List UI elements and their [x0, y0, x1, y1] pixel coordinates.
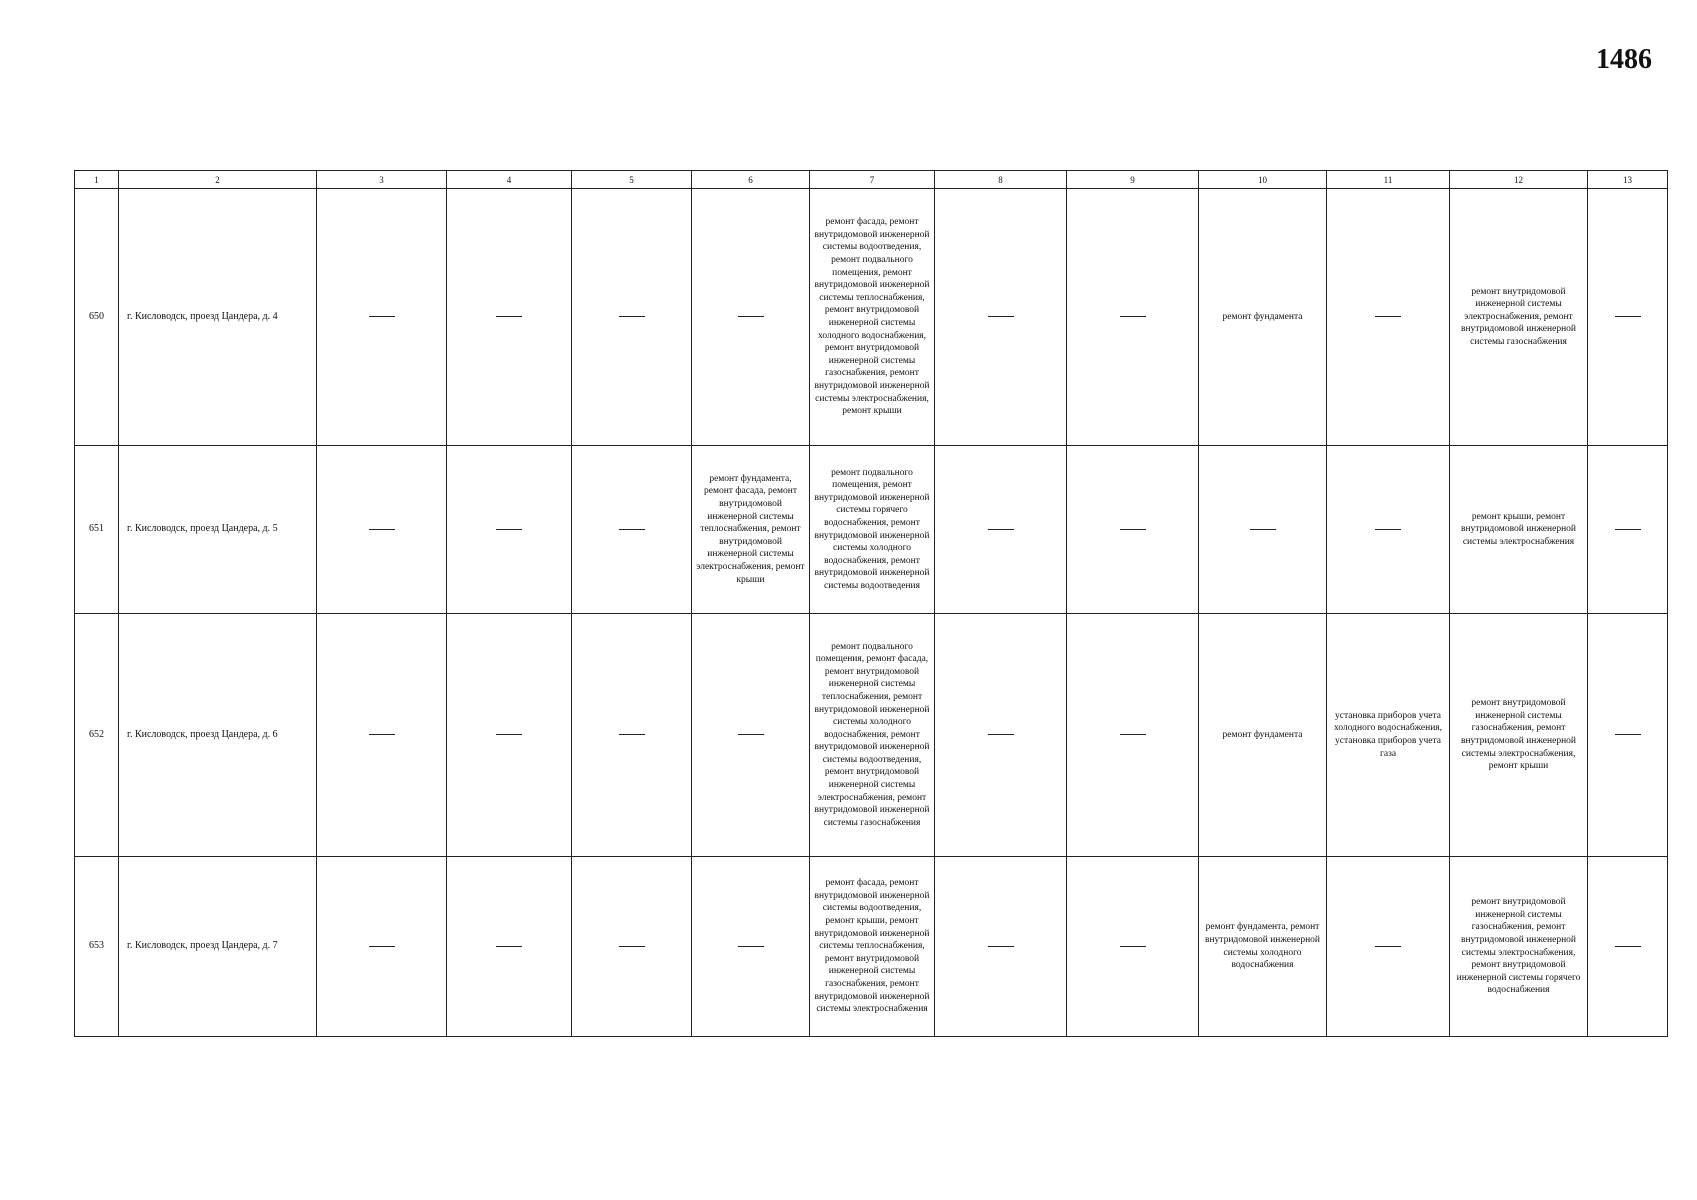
table-cell [1067, 446, 1199, 614]
table-cell [572, 446, 692, 614]
work-schedule-table [74, 170, 1668, 1037]
dash-mark [1120, 946, 1146, 947]
dash-mark [988, 734, 1014, 735]
dash-mark [1375, 529, 1401, 530]
dash-mark [619, 529, 645, 530]
table-cell [1588, 446, 1668, 614]
dash-mark [1375, 946, 1401, 947]
table-cell [317, 189, 447, 446]
table-cell: ремонт фасада, ремонт внутридомовой инженерной системы водоотведения, ремонт подвального помещения, ремонт внутридомовой инженерной системы теплоснабжения, ремонт внутридомовой инженерной системы холодного водоснабжения, ремонт внутридомовой инженерной системы газоснабжения, ремонт внутридомовой инженерной системы электроснабжения, ремонт крыши [810, 189, 935, 446]
table-cell [317, 857, 447, 1037]
table-cell [692, 857, 810, 1037]
table-cell: ремонт фундамента, ремонт внутридомовой инженерной системы холодного водоснабжения [1199, 857, 1327, 1037]
table-cell [935, 857, 1067, 1037]
table-cell: ремонт подвального помещения, ремонт внутридомовой инженерной системы горячего водоснабжения, ремонт внутридомовой инженерной системы холодного водоснабжения, ремонт внутридомовой инженерной системы водоотведения [810, 446, 935, 614]
row-number: 653 [75, 857, 119, 1037]
table-cell: ремонт внутридомовой инженерной системы газоснабжения, ремонт внутридомовой инженерной системы электроснабжения, ремонт крыши [1450, 614, 1588, 857]
table-cell: ремонт внутридомовой инженерной системы электроснабжения, ремонт внутридомовой инженерной системы газоснабжения [1450, 189, 1588, 446]
table-cell [935, 189, 1067, 446]
table-cell [1067, 189, 1199, 446]
table-row [75, 189, 1668, 446]
dash-mark [1120, 734, 1146, 735]
column-header: 5 [572, 171, 692, 189]
dash-mark [496, 529, 522, 530]
dash-mark [1250, 529, 1276, 530]
row-number: 650 [75, 189, 119, 446]
table-cell: ремонт внутридомовой инженерной системы газоснабжения, ремонт внутридомовой инженерной системы электроснабжения, ремонт внутридомовой инженерной системы горячего водоснабжения [1450, 857, 1588, 1037]
table-cell [1199, 446, 1327, 614]
column-header: 3 [317, 171, 447, 189]
table-cell [447, 446, 572, 614]
dash-mark [738, 946, 764, 947]
dash-mark [1120, 316, 1146, 317]
dash-mark [1615, 529, 1641, 530]
row-number: 652 [75, 614, 119, 857]
table-cell [1067, 614, 1199, 857]
dash-mark [496, 734, 522, 735]
dash-mark [496, 316, 522, 317]
dash-mark [619, 316, 645, 317]
dash-mark [369, 316, 395, 317]
page-number: 1486 [1596, 44, 1652, 75]
address-cell: г. Кисловодск, проезд Цандера, д. 4 [119, 189, 317, 446]
table-cell [1327, 189, 1450, 446]
dash-mark [1375, 316, 1401, 317]
column-header: 7 [810, 171, 935, 189]
dash-mark [496, 946, 522, 947]
dash-mark [1615, 734, 1641, 735]
address-cell: г. Кисловодск, проезд Цандера, д. 7 [119, 857, 317, 1037]
address-cell: г. Кисловодск, проезд Цандера, д. 6 [119, 614, 317, 857]
table-cell [572, 857, 692, 1037]
column-header: 12 [1450, 171, 1588, 189]
dash-mark [1615, 946, 1641, 947]
table-cell: ремонт фундамента [1199, 614, 1327, 857]
column-header: 11 [1327, 171, 1450, 189]
table-cell [317, 446, 447, 614]
table-cell: ремонт фундамента, ремонт фасада, ремонт внутридомовой инженерной системы теплоснабжения, ремонт внутридомовой инженерной системы электроснабжения, ремонт крыши [692, 446, 810, 614]
address-cell: г. Кисловодск, проезд Цандера, д. 5 [119, 446, 317, 614]
table-cell [317, 614, 447, 857]
table-cell: ремонт крыши, ремонт внутридомовой инженерной системы электроснабжения [1450, 446, 1588, 614]
dash-mark [1120, 529, 1146, 530]
table-row [75, 857, 1668, 1037]
table-row [75, 446, 1668, 614]
dash-mark [988, 529, 1014, 530]
table-cell: установка приборов учета холодного водоснабжения, установка приборов учета газа [1327, 614, 1450, 857]
table-cell [572, 614, 692, 857]
column-header: 6 [692, 171, 810, 189]
column-header: 4 [447, 171, 572, 189]
dash-mark [988, 946, 1014, 947]
table-cell [1588, 189, 1668, 446]
table-cell: ремонт фасада, ремонт внутридомовой инженерной системы водоотведения, ремонт крыши, ремонт внутридомовой инженерной системы теплоснабжения, ремонт внутридомовой инженерной системы газоснабжения, ремонт внутридомовой инженерной системы электроснабжения [810, 857, 935, 1037]
table-cell [1588, 614, 1668, 857]
column-header: 10 [1199, 171, 1327, 189]
row-number: 651 [75, 446, 119, 614]
table-cell [447, 857, 572, 1037]
column-header: 1 [75, 171, 119, 189]
dash-mark [369, 529, 395, 530]
dash-mark [619, 734, 645, 735]
table-row [75, 614, 1668, 857]
table-cell [1327, 446, 1450, 614]
table-cell [1067, 857, 1199, 1037]
dash-mark [619, 946, 645, 947]
dash-mark [369, 946, 395, 947]
table-cell [935, 446, 1067, 614]
column-header: 9 [1067, 171, 1199, 189]
table-cell [1588, 857, 1668, 1037]
table-cell [447, 189, 572, 446]
table-cell [1327, 857, 1450, 1037]
table-cell [692, 614, 810, 857]
table-cell [692, 189, 810, 446]
dash-mark [1615, 316, 1641, 317]
table-header-row [75, 171, 1668, 189]
table-cell [935, 614, 1067, 857]
table-cell [572, 189, 692, 446]
dash-mark [988, 316, 1014, 317]
column-header: 8 [935, 171, 1067, 189]
table-cell: ремонт подвального помещения, ремонт фасада, ремонт внутридомовой инженерной системы теплоснабжения, ремонт внутридомовой инженерной системы холодного водоснабжения, ремонт внутридомовой инженерной системы водоотведения, ремонт внутридомовой инженерной системы электроснабжения, ремонт внутридомовой инженерной системы газоснабжения [810, 614, 935, 857]
table-cell: ремонт фундамента [1199, 189, 1327, 446]
dash-mark [738, 734, 764, 735]
column-header: 13 [1588, 171, 1668, 189]
column-header: 2 [119, 171, 317, 189]
table-cell [447, 614, 572, 857]
dash-mark [738, 316, 764, 317]
dash-mark [369, 734, 395, 735]
